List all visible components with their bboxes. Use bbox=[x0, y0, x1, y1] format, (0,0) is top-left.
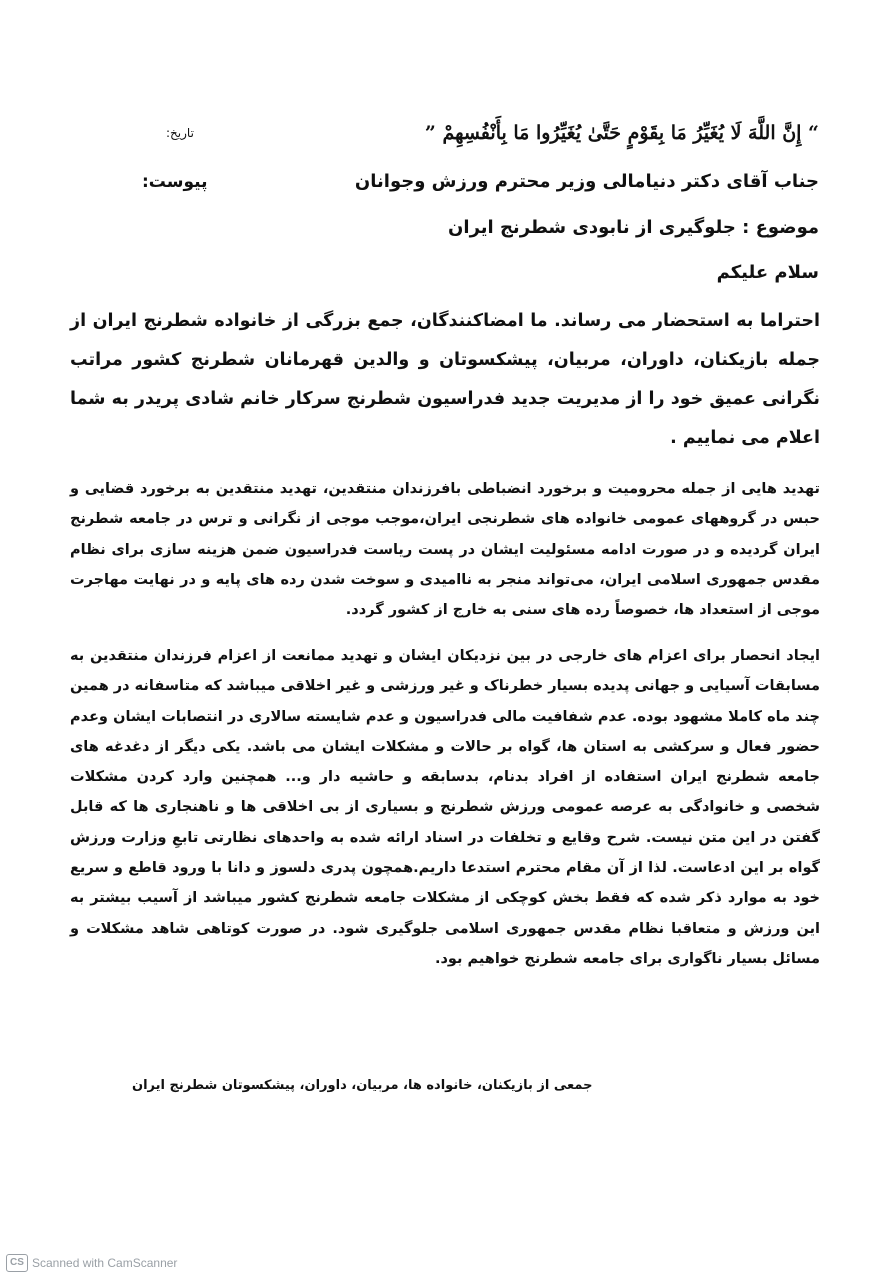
watermark-text: Scanned with CamScanner bbox=[32, 1256, 178, 1270]
date-label: تاریخ: bbox=[166, 126, 194, 140]
body-paragraph-2: ایجاد انحصار برای اعزام های خارجی در بین نزدیکان ایشان و تهدید ممانعت از اعزام فرزندان منتقدین به مسابقات آسیایی و جهانی پدیده بسیار خطرناک و غیر ورزشی و غیر اخلاقی میباشد که متاسفانه در همین چند ماه کاملا مشهود بوده. عدم شفافیت مالی فدراسیون و عدم شایسته سالاری در انتصابات ایشان وعدم حضور فعال و سرکشی به استان ها، گواه بر حالات و مشکلات ایشان می باشد. یکی دیگر از دغدغه های جامعه شطرنج ایران استفاده از افراد بدنام، بدسابقه و حاشیه دار و... همچنین وارد کردن مشکلات شخصی و خانوادگی به عرصه عمومی ورزش شطرنج و بسیاری از بی اخلاقی ها و ناهنجاری ها که قابل گفتن در این متن نیست. شرح وقایع و تخلفات در اسناد ارائه شده به واحدهای نظارتی تابعِ وزارت ورزش گواه بر این ادعاست. لذا از آن مقام محترم استدعا داریم.همچون پدری دلسوز و دانا با ورود قاطع و سریع خود به موارد ذکر شده که فقط بخش کوچکی از مشکلات جامعه شطرنج کشور میباشد از آسیب بیشتر به این ورزش و متعاقبا نظام مقدس جمهوری اسلامی جلوگیری شود. در صورت کوتاهی شاهد مشکلات و مسائل بسیار ناگواری برای جامعه شطرنج خواهیم بود. bbox=[70, 648, 820, 967]
recipient-line: جناب آقای دکتر دنیامالی وزیر محترم ورزش وجوانان bbox=[354, 171, 819, 192]
quran-verse-heading: “ إِنَّ اللَّهَ لَا يُغَيِّرُ مَا بِقَوْمٍ حَتَّىٰ يُغَيِّرُوا مَا بِأَنْفُسِهِمْ ” bbox=[424, 122, 819, 144]
signature-line: جمعی از بازیکنان، خانواده ها، مربیان، داوران، پیشکسوتان شطرنج ایران bbox=[132, 1078, 593, 1093]
attachment-label: پیوست: bbox=[142, 172, 208, 192]
subject-line: موضوع : جلوگیری از نابودی شطرنج ایران bbox=[448, 217, 819, 238]
body-paragraph-1: تهدید هایی از جمله محرومیت و برخورد انضباطی بافرزندان منتقدین، تهدید منتقدین به برخورد قضایی و حبس در گروههای عمومی خانواده های شطرنجی ایران،موجب موجی از نگرانی و ترس در جامعه شطرنج ایران گردیده و در صورت ادامه مسئولیت ایشان در پست ریاست فدراسیون ضمن هزینه سازی برای نظام مقدس جمهوری اسلامی ایران، می‌تواند منجر به ناامیدی و سوخت شدن رده های پایه و در نهایت مهاجرت موجی از استعداد ها، خصوصاً رده های سنی به خارج از کشور گردد. bbox=[70, 481, 820, 619]
camscanner-watermark bbox=[6, 1254, 177, 1272]
intro-paragraph: احتراما به استحضار می رساند. ما امضاکنندگان، جمع بزرگی از خانواده شطرنج ایران از جمله بازیکنان، داوران، مربیان، پیشکسوتان و والدین قهرمانان شطرنج کشور مراتب نگرانی عمیق خود را از مدیریت جدید فدراسیون شطرنج سرکار خانم شادی پریدر به شما اعلام می نماییم . bbox=[70, 311, 820, 448]
camscanner-logo-icon: CS bbox=[6, 1254, 28, 1272]
greeting: سلام علیکم bbox=[716, 262, 819, 283]
